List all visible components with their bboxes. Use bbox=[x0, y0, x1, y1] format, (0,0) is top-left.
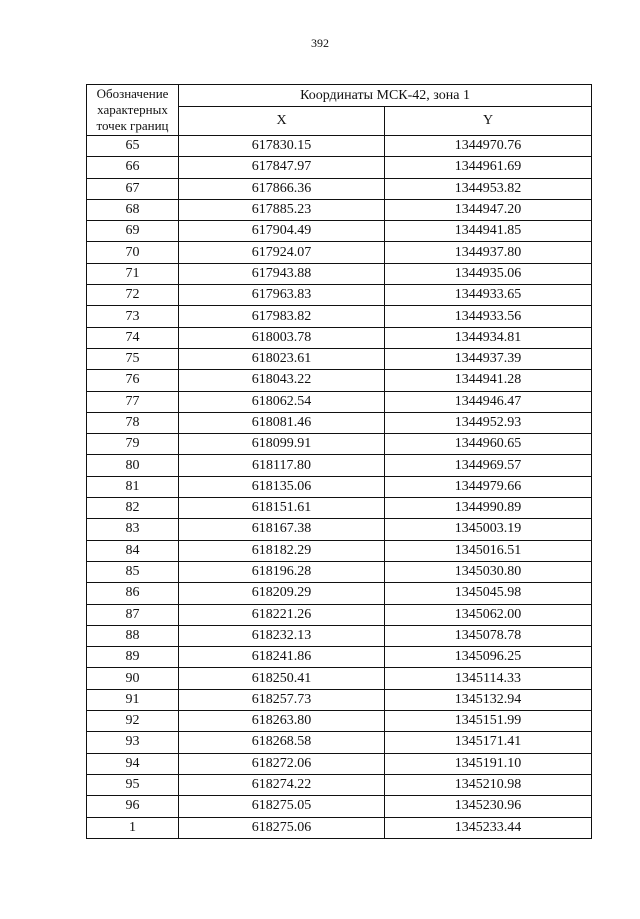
table-row bbox=[87, 242, 592, 263]
x-coordinate-cell: 617866.36 bbox=[179, 178, 385, 199]
x-coordinate-cell: 618272.06 bbox=[179, 753, 385, 774]
table-row bbox=[87, 774, 592, 795]
point-cell: 93 bbox=[87, 732, 179, 753]
point-cell: 65 bbox=[87, 136, 179, 157]
y-coordinate-cell: 1345230.96 bbox=[385, 796, 592, 817]
point-cell: 89 bbox=[87, 647, 179, 668]
table-row bbox=[87, 817, 592, 838]
page-number: 392 bbox=[311, 36, 329, 50]
point-cell: 92 bbox=[87, 711, 179, 732]
y-coordinate-cell: 1344947.20 bbox=[385, 199, 592, 220]
y-coordinate-cell: 1345045.98 bbox=[385, 583, 592, 604]
x-coordinate-cell: 617983.82 bbox=[179, 306, 385, 327]
table-row bbox=[87, 604, 592, 625]
table-row bbox=[87, 668, 592, 689]
x-coordinate-cell: 618275.05 bbox=[179, 796, 385, 817]
y-coordinate-cell: 1345062.00 bbox=[385, 604, 592, 625]
table-row bbox=[87, 753, 592, 774]
y-coordinate-cell: 1344953.82 bbox=[385, 178, 592, 199]
table-row bbox=[87, 285, 592, 306]
point-cell: 78 bbox=[87, 412, 179, 433]
y-coordinate-cell: 1344969.57 bbox=[385, 455, 592, 476]
x-coordinate-cell: 618263.80 bbox=[179, 711, 385, 732]
y-column-header: Y bbox=[385, 107, 592, 136]
point-cell: 94 bbox=[87, 753, 179, 774]
x-coordinate-cell: 618167.38 bbox=[179, 519, 385, 540]
y-coordinate-cell: 1344933.65 bbox=[385, 285, 592, 306]
x-coordinate-cell: 618274.22 bbox=[179, 774, 385, 795]
point-cell: 87 bbox=[87, 604, 179, 625]
table-row bbox=[87, 391, 592, 412]
table-row bbox=[87, 732, 592, 753]
x-coordinate-cell: 618117.80 bbox=[179, 455, 385, 476]
table-row bbox=[87, 476, 592, 497]
y-coordinate-cell: 1345151.99 bbox=[385, 711, 592, 732]
table-row bbox=[87, 455, 592, 476]
x-coordinate-cell: 618241.86 bbox=[179, 647, 385, 668]
table-row bbox=[87, 519, 592, 540]
point-cell: 88 bbox=[87, 625, 179, 646]
point-cell: 67 bbox=[87, 178, 179, 199]
table-row bbox=[87, 796, 592, 817]
table-row bbox=[87, 625, 592, 646]
y-coordinate-cell: 1345210.98 bbox=[385, 774, 592, 795]
x-coordinate-cell: 618081.46 bbox=[179, 412, 385, 433]
y-coordinate-cell: 1344961.69 bbox=[385, 157, 592, 178]
table-row bbox=[87, 561, 592, 582]
x-coordinate-cell: 618268.58 bbox=[179, 732, 385, 753]
table-row bbox=[87, 327, 592, 348]
y-coordinate-cell: 1344979.66 bbox=[385, 476, 592, 497]
table-row bbox=[87, 178, 592, 199]
x-coordinate-cell: 617885.23 bbox=[179, 199, 385, 220]
y-coordinate-cell: 1344937.80 bbox=[385, 242, 592, 263]
point-cell: 96 bbox=[87, 796, 179, 817]
table-row bbox=[87, 647, 592, 668]
table-row bbox=[87, 306, 592, 327]
point-cell: 80 bbox=[87, 455, 179, 476]
table-row bbox=[87, 689, 592, 710]
table-row bbox=[87, 498, 592, 519]
point-cell: 70 bbox=[87, 242, 179, 263]
point-cell: 72 bbox=[87, 285, 179, 306]
y-coordinate-cell: 1344937.39 bbox=[385, 348, 592, 369]
x-coordinate-cell: 618209.29 bbox=[179, 583, 385, 604]
y-coordinate-cell: 1344934.81 bbox=[385, 327, 592, 348]
x-column-header: X bbox=[179, 107, 385, 136]
point-cell: 81 bbox=[87, 476, 179, 497]
x-coordinate-cell: 618182.29 bbox=[179, 540, 385, 561]
x-coordinate-cell: 617963.83 bbox=[179, 285, 385, 306]
point-cell: 76 bbox=[87, 370, 179, 391]
x-coordinate-cell: 618275.06 bbox=[179, 817, 385, 838]
x-coordinate-cell: 618099.91 bbox=[179, 434, 385, 455]
point-cell: 90 bbox=[87, 668, 179, 689]
point-cell: 1 bbox=[87, 817, 179, 838]
point-cell: 79 bbox=[87, 434, 179, 455]
table-row bbox=[87, 583, 592, 604]
table-row bbox=[87, 136, 592, 157]
y-coordinate-cell: 1344935.06 bbox=[385, 263, 592, 284]
x-coordinate-cell: 618151.61 bbox=[179, 498, 385, 519]
y-coordinate-cell: 1344960.65 bbox=[385, 434, 592, 455]
point-cell: 77 bbox=[87, 391, 179, 412]
point-cell: 95 bbox=[87, 774, 179, 795]
table-row bbox=[87, 157, 592, 178]
point-cell: 68 bbox=[87, 199, 179, 220]
x-coordinate-cell: 617904.49 bbox=[179, 221, 385, 242]
y-coordinate-cell: 1345003.19 bbox=[385, 519, 592, 540]
point-cell: 83 bbox=[87, 519, 179, 540]
coordinates-table bbox=[86, 84, 592, 839]
x-coordinate-cell: 618043.22 bbox=[179, 370, 385, 391]
x-coordinate-cell: 617943.88 bbox=[179, 263, 385, 284]
x-coordinate-cell: 618023.61 bbox=[179, 348, 385, 369]
point-cell: 69 bbox=[87, 221, 179, 242]
x-coordinate-cell: 618003.78 bbox=[179, 327, 385, 348]
table-row bbox=[87, 412, 592, 433]
y-coordinate-cell: 1344941.28 bbox=[385, 370, 592, 391]
point-label-header: Обозначение характерных точек границ bbox=[87, 85, 179, 136]
y-coordinate-cell: 1344990.89 bbox=[385, 498, 592, 519]
table-row bbox=[87, 221, 592, 242]
x-coordinate-cell: 618232.13 bbox=[179, 625, 385, 646]
x-coordinate-cell: 618135.06 bbox=[179, 476, 385, 497]
table-row bbox=[87, 199, 592, 220]
y-coordinate-cell: 1345030.80 bbox=[385, 561, 592, 582]
x-coordinate-cell: 617924.07 bbox=[179, 242, 385, 263]
table-row bbox=[87, 348, 592, 369]
y-coordinate-cell: 1345016.51 bbox=[385, 540, 592, 561]
y-coordinate-cell: 1345096.25 bbox=[385, 647, 592, 668]
y-coordinate-cell: 1345078.78 bbox=[385, 625, 592, 646]
y-coordinate-cell: 1345233.44 bbox=[385, 817, 592, 838]
x-coordinate-cell: 617847.97 bbox=[179, 157, 385, 178]
y-coordinate-cell: 1344970.76 bbox=[385, 136, 592, 157]
table-row bbox=[87, 370, 592, 391]
y-coordinate-cell: 1345171.41 bbox=[385, 732, 592, 753]
table-body bbox=[87, 136, 592, 839]
y-coordinate-cell: 1345132.94 bbox=[385, 689, 592, 710]
y-coordinate-cell: 1344933.56 bbox=[385, 306, 592, 327]
y-coordinate-cell: 1345114.33 bbox=[385, 668, 592, 689]
point-cell: 85 bbox=[87, 561, 179, 582]
table-row bbox=[87, 263, 592, 284]
table-row bbox=[87, 540, 592, 561]
x-coordinate-cell: 618257.73 bbox=[179, 689, 385, 710]
point-cell: 66 bbox=[87, 157, 179, 178]
point-cell: 86 bbox=[87, 583, 179, 604]
point-cell: 84 bbox=[87, 540, 179, 561]
y-coordinate-cell: 1344941.85 bbox=[385, 221, 592, 242]
table-row bbox=[87, 434, 592, 455]
x-coordinate-cell: 618062.54 bbox=[179, 391, 385, 412]
x-coordinate-cell: 618250.41 bbox=[179, 668, 385, 689]
y-coordinate-cell: 1345191.10 bbox=[385, 753, 592, 774]
point-cell: 74 bbox=[87, 327, 179, 348]
x-coordinate-cell: 618196.28 bbox=[179, 561, 385, 582]
table-row bbox=[87, 711, 592, 732]
point-cell: 82 bbox=[87, 498, 179, 519]
table-header bbox=[87, 85, 592, 136]
coordinates-group-header: Координаты МСК-42, зона 1 bbox=[179, 85, 592, 107]
point-cell: 73 bbox=[87, 306, 179, 327]
y-coordinate-cell: 1344952.93 bbox=[385, 412, 592, 433]
x-coordinate-cell: 617830.15 bbox=[179, 136, 385, 157]
point-cell: 75 bbox=[87, 348, 179, 369]
y-coordinate-cell: 1344946.47 bbox=[385, 391, 592, 412]
point-cell: 71 bbox=[87, 263, 179, 284]
x-coordinate-cell: 618221.26 bbox=[179, 604, 385, 625]
point-cell: 91 bbox=[87, 689, 179, 710]
